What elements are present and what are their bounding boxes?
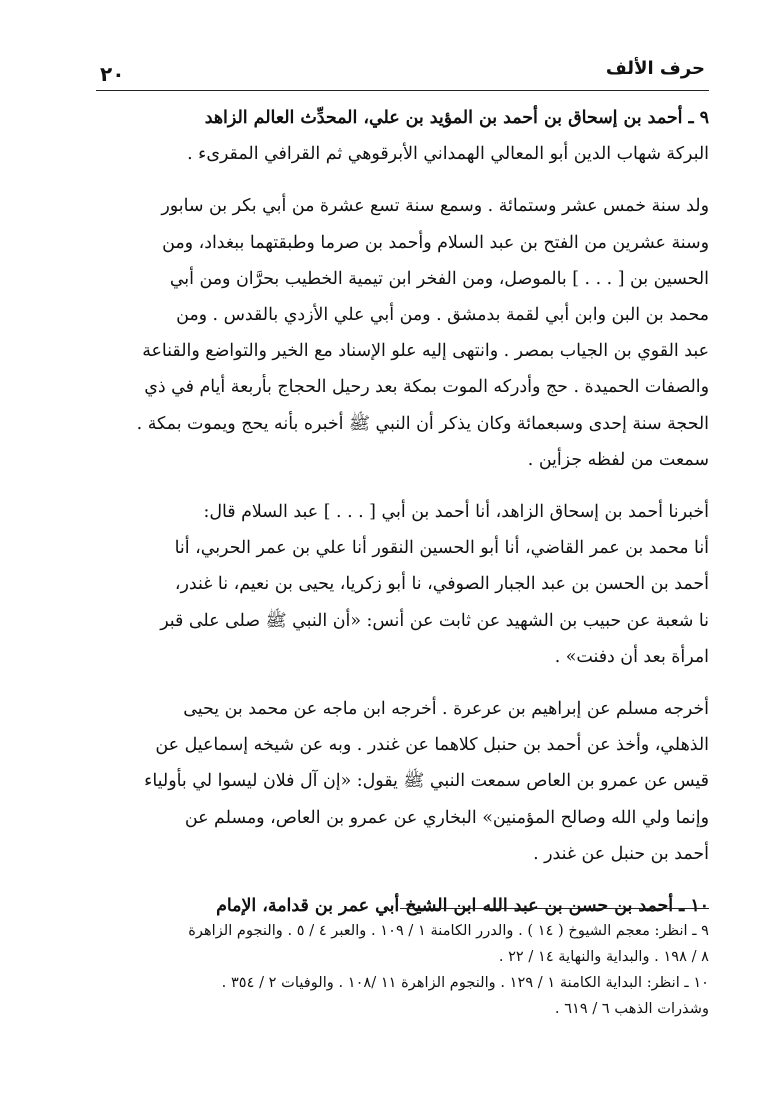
biography-line: الحسين بن [ . . . ] بالموصل، ومن الفخر ابن تيمية الخطيب بحرَّان ومن أبي — [169, 268, 709, 289]
takhrij-line: أحمد بن حنبل عن غندر . — [533, 843, 709, 864]
main-text — [96, 100, 709, 924]
biography-line: الحجة سنة إحدى وسبعمائة وكان يذكر أن النبي ﷺ أخبره بأنه يحج ويموت بمكة . — [136, 413, 709, 434]
takhrij-line: وإنما ولي الله وصالح المؤمنين» البخاري عن عمرو بن العاص، ومسلم عن — [184, 807, 709, 828]
biography-line: ولد سنة خمس عشر وستمائة . وسمع سنة تسع عشرة من أبي بكر بن سابور — [161, 196, 709, 217]
entry-9-heading-line: البركة شهاب الدين أبو المعالي الهمداني الأبرقوهي ثم القرافي المقرىء . — [187, 144, 709, 165]
footnotes — [96, 918, 709, 1022]
hadith-line: امرأة بعد أن دفنت» . — [554, 646, 709, 667]
hadith-line: أنا محمد بن عمر القاضي، أنا أبو الحسين النقور أنا علي بن عمر الحربي، أنا — [174, 538, 709, 559]
footnote-line: وشذرات الذهب ٦ / ٦١٩ . — [554, 1000, 709, 1017]
biography-line: والصفات الحميدة . حج وأدركه الموت بمكة بعد رحيل الحجاج بأربعة أيام في ذي — [144, 377, 709, 398]
takhrij-line: أخرجه مسلم عن إبراهيم بن عرعرة . أخرجه ابن ماجه عن محمد بن يحيى — [183, 699, 709, 720]
entry-10-heading: ١٠ ـ أحمد بن حسن بن عبد الله ابن الشيخ أبي عمر بن قدامة، الإمام — [216, 896, 709, 917]
takhrij-line: قيس عن عمرو بن العاص سمعت النبي ﷺ يقول: «إن آل فلان ليسوا لي بأولياء — [144, 771, 709, 792]
biography-line: محمد بن البن وابن أبي لقمة بدمشق . ومن أبي علي الأزدي بالقدس . ومن — [176, 305, 709, 326]
hadith-line: نا شعبة عن حبيب بن الشهيد عن ثابت عن أنس: «أن النبي ﷺ صلى على قبر — [160, 610, 709, 631]
hadith-line: أخبرنا أحمد بن إسحاق الزاهد، أنا أحمد بن أبي [ . . . ] عبد السلام قال: — [203, 502, 709, 523]
page-number: ٢٠ — [100, 62, 125, 86]
biography-line: عبد القوي بن الجياب بمصر . وانتهى إليه علو الإسناد مع الخير والتواضع والقناعة — [142, 341, 709, 362]
footnote-line: ٨ / ١٩٨ . والبداية والنهاية ١٤ / ٢٢ . — [498, 948, 709, 965]
biography-line: وسنة عشرين من الفتح بن عبد السلام وأحمد بن صرما وطبقتهما ببغداد، ومن — [162, 232, 709, 253]
takhrij-line: الذهلي، وأخذ عن أحمد بن حنبل كلاهما عن غندر . وبه عن شيخه إسماعيل عن — [155, 735, 709, 756]
running-title: حرف الألف — [605, 58, 705, 79]
entry-9-heading-line: ٩ ـ أحمد بن إسحاق بن أحمد بن المؤيد بن علي، المحدِّث العالم الزاهد — [204, 108, 709, 128]
footnote-separator — [400, 908, 709, 909]
hadith-line: أحمد بن الحسن بن عبد الجبار الصوفي، نا أبو زكريا، يحيى بن نعيم، نا غندر، — [174, 574, 709, 595]
biography-line: سمعت من لفظه جزأين . — [527, 449, 709, 470]
page-header — [96, 56, 709, 91]
footnote-line: ٩ ـ انظر: معجم الشيوخ ( ١٤ ) . والدرر الكامنة ١ / ١٠٩ . والعبر ٤ / ٥ . والنجوم الزاهرة — [188, 922, 709, 939]
footnote-line: ١٠ ـ انظر: البداية الكامنة ١ / ١٢٩ . والنجوم الزاهرة ١١ /١٠٨ . والوفيات ٢ / ٣٥٤ . — [221, 974, 709, 991]
